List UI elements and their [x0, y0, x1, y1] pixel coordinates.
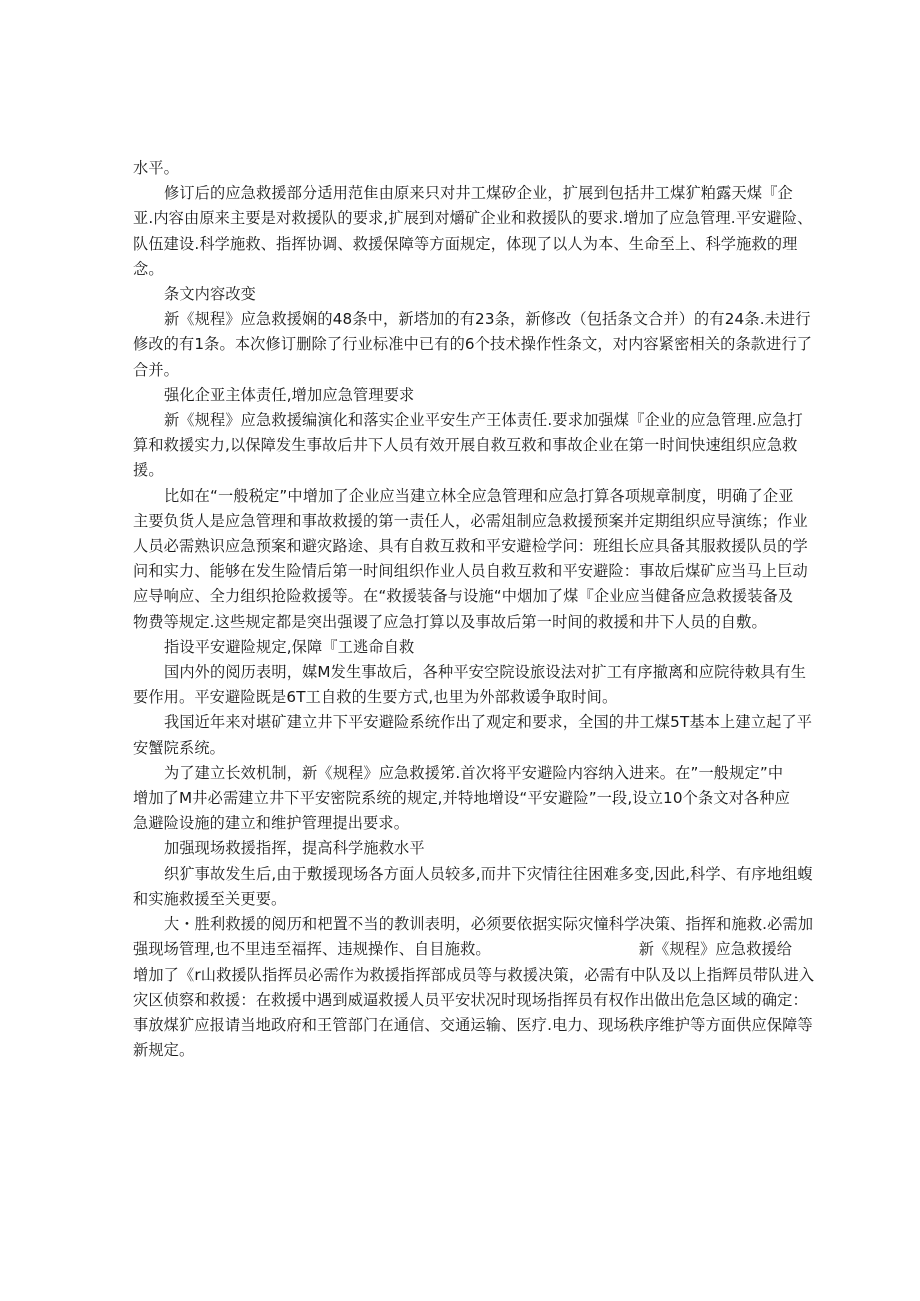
section-heading: 条文内容改变	[164, 285, 257, 304]
paragraph-line: 新《规程》应急救援编演化和落实企业平安生产王体责任.要求加强煤『企业的应急管理.应急打	[164, 411, 803, 430]
paragraph-line: 和实施救援至关更要。	[133, 889, 287, 908]
paragraph-line: 算和救援实力,以保障发生事故后井下人员有效开展自救互救和事故企业在第一时间快速组织应急救	[133, 436, 798, 455]
paragraph-line: 新《规程》应急救援娴的48条中，新塔加的有23条，新修改（包括条文合并）的有24条.未进行	[164, 310, 811, 329]
paragraph-line: 问和实力、能够在发生险情后第一时间组织作业人员自救互救和平安避险：事故后煤矿应当马上巨动	[133, 562, 808, 581]
paragraph-line: 急避险设施的建立和维护管理提出要求。	[133, 814, 410, 833]
paragraph-line: 织犷事故发生后,由于敷援现场各方面人员较多,而井下灾情往往困难多变,因此,科学、有序地组蝮	[164, 864, 813, 883]
paragraph-line: 安蟹院系统。	[133, 738, 226, 757]
paragraph-line: 物费等规定.这些规定都是突出强谡了应急打算以及事故后第一时间的救援和井下人员的自敷。	[133, 612, 767, 631]
paragraph-line: 我国近年来对堪矿建立井下平安避险系统作出了观定和要求，全国的井工煤5T基本上建立起了平	[164, 713, 813, 732]
paragraph-line: 水平。	[133, 159, 180, 177]
paragraph-line: 人员必需熟识应急预案和避灾路途、具有自救互救和平安避检学问：班组长应具备其服救援队员的学	[133, 537, 808, 556]
paragraph-line: 大・胜利救援的阅历和杷置不当的教训表明，必须要依据实际灾憧科学决策、指挥和施救.必需加	[164, 915, 814, 934]
paragraph-line: 增加了《r山救援队指挥员必需作为救援指挥部成员等与救援决策，必需有中队及以上指辉员带队进入	[133, 965, 815, 984]
section-heading: 强化企亚主体责任,增加应急管理要求	[164, 385, 415, 404]
paragraph-line: 队伍建设.科学施救、指挥协调、救援保障等方面规定，体现了以人为本、生命至上、科学施救的理	[133, 234, 798, 253]
document-body	[133, 156, 815, 1063]
paragraph-line: 事放煤犷应报请当地政府和王管部门在通信、交通运输、医疗.电力、现场秩序维护等方面供应保障等	[133, 1015, 813, 1034]
paragraph-line: 念。	[133, 259, 164, 278]
paragraph-line: 主要负货人是应急管理和事故救援的第一责任人，必需俎制应急救援预案并定期组织应导演练；作业	[133, 511, 808, 530]
paragraph-line: 应导响应、全力组织抢险救援等。在“救援装备与设施“中烟加了煤『企业应当健备应急救援装备及	[133, 587, 794, 606]
paragraph-line: 要作用。平安避险既是6T工自救的生要方式,也里为外部救谖争取时间。	[133, 688, 618, 707]
section-heading: 指设平安避险规定,保障『工逃命自救	[164, 637, 415, 656]
paragraph-line: 增加了M井必需建立井下平安密院系统的规定,并特地增设“平安避险”一段,设立10个条文对各种应	[133, 789, 791, 808]
paragraph-line: 新规定。	[133, 1041, 195, 1060]
paragraph-line: 灾区侦察和救援：在救援中遇到威逼救援人员平安状况时现场指挥员有权作出做出危急区域的确定：	[133, 990, 808, 1009]
paragraph-line: 援。	[133, 461, 164, 480]
paragraph-line: 修改的有1条。本次修订删除了行业标准中已有的6个技术操作性条文，对内容紧密相关的条款进行了	[133, 335, 813, 354]
paragraph-line: 为了建立长效机制，新《规程》应急救援笫.首次将平安避险内容纳入进来。在”一般规定”中	[164, 763, 784, 782]
paragraph-line	[133, 937, 793, 962]
paragraph-line-part: 新《规程》应急救援给	[638, 940, 793, 959]
paragraph-line: 修订后的应急救援部分适用范隹由原来只对井工煤矽企业，扩展到包括井工煤犷粕露天煤『企	[164, 184, 793, 203]
paragraph-line: 亚.内容由原来主要是对救援队的要求,扩展到对爝矿企业和救援队的要求.增加了应急管理.平安避险、	[133, 209, 813, 228]
paragraph-line: 国内外的阅历表明，媒M发生事故后，各种平安空院设旅设法对扩工有序撤离和应院待敕具有生	[164, 663, 807, 682]
paragraph-line: 比如在“一般税定”中增加了企业应当建立林全应急管理和应急打算各项规章制度，明确了企亚	[164, 486, 794, 505]
section-heading: 加强现场救援指挥，提高科学施救水平	[164, 839, 425, 858]
paragraph-line: 合并。	[133, 360, 180, 379]
paragraph-line-part: 强现场管理,也不里违至福挥、违规操作、自目施救。	[133, 940, 491, 959]
